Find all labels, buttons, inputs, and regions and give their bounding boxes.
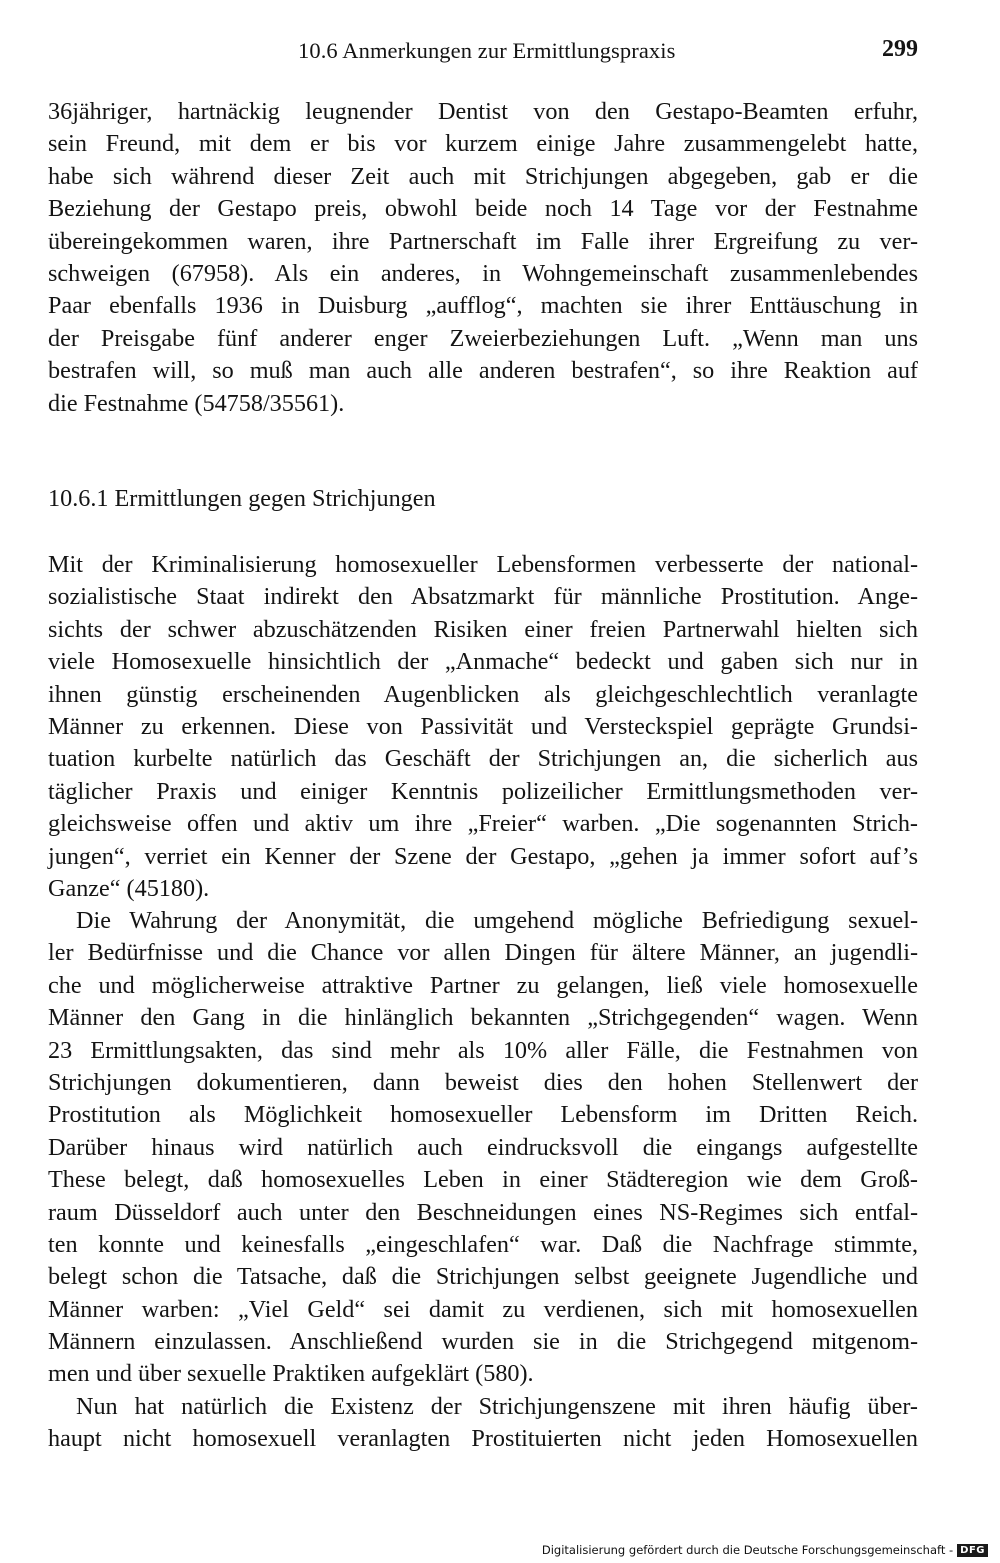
- text-line: habe sich während dieser Zeit auch mit Strichjungen abgegeben, gab er die: [48, 162, 918, 190]
- text-line: ihnen günstig erscheinenden Augenblicken als gleichgeschlechtlich veranlagte: [48, 680, 918, 708]
- text-line: Männern einzulassen. Anschließend wurden sie in die Strichgegend mitgenom-: [48, 1328, 918, 1356]
- text-line: sozialistische Staat indirekt den Absatzmarkt für männliche Prostitution. Ange-: [48, 583, 918, 611]
- text-line: Männer zu erkennen. Diese von Passivität und Versteckspiel geprägte Grundsi-: [48, 712, 918, 740]
- section-heading: 10.6.1 Ermittlungen gegen Strichjungen: [48, 485, 436, 512]
- text-line: Männer den Gang in die hinlänglich bekannten „Strichgegenden“ wagen. Wenn: [48, 1004, 918, 1032]
- footer-text: Digitalisierung gefördert durch die Deutsche Forschungsgemeinschaft -: [541, 1543, 954, 1557]
- text-line: bestrafen will, so muß man auch alle anderen bestrafen“, so ihre Reaktion auf: [48, 357, 918, 385]
- text-line: che und möglicherweise attraktive Partner zu gelangen, ließ viele homosexuelle: [48, 971, 918, 999]
- dfg-logo-icon: DFG: [957, 1544, 988, 1557]
- text-line: tuation kurbelte natürlich das Geschäft der Strichjungen an, die sicherlich aus: [48, 745, 918, 773]
- text-line: übereingekommen waren, ihre Partnerschaft im Falle ihrer Ergreifung zu ver-: [48, 227, 918, 255]
- text-line: Nun hat natürlich die Existenz der Strichjungenszene mit ihren häufig über-: [76, 1393, 918, 1420]
- text-line: die Festnahme (54758/35561).: [48, 389, 345, 417]
- text-line: ler Bedürfnisse und die Chance vor allen Dingen für ältere Männer, an jugendli-: [48, 939, 918, 967]
- text-line: Darüber hinaus wird natürlich auch eindrucksvoll die eingangs aufgestellte: [48, 1133, 918, 1161]
- running-head: 10.6 Anmerkungen zur Ermittlungspraxis: [298, 38, 676, 63]
- text-line: Prostitution als Möglichkeit homosexueller Lebensform im Dritten Reich.: [48, 1101, 918, 1129]
- text-line: 23 Ermittlungsakten, das sind mehr als 10% aller Fälle, die Festnahmen von: [48, 1036, 918, 1064]
- text-line: haupt nicht homosexuell veranlagten Prostituierten nicht jeden Homosexuellen: [48, 1425, 918, 1453]
- text-line: gleichsweise offen und aktiv um ihre „Freier“ warben. „Die sogenannten Strich-: [48, 810, 918, 838]
- text-line: schweigen (67958). Als ein anderes, in Wohngemeinschaft zusammenlebendes: [48, 259, 918, 287]
- text-line: Paar ebenfalls 1936 in Duisburg „aufflog“, machten sie ihrer Enttäuschung in: [48, 292, 918, 320]
- text-line: sein Freund, mit dem er bis vor kurzem einige Jahre zusammengelebt hatte,: [48, 130, 918, 158]
- text-line: täglicher Praxis und einiger Kenntnis polizeilicher Ermittlungsmethoden ver-: [48, 777, 918, 805]
- text-line: Mit der Kriminalisierung homosexueller Lebensformen verbesserte der national-: [48, 551, 918, 578]
- text-line: der Preisgabe fünf anderer enger Zweierbeziehungen Luft. „Wenn man uns: [48, 324, 918, 352]
- text-line: jungen“, verriet ein Kenner der Szene der Gestapo, „gehen ja immer sofort auf’s: [48, 842, 918, 870]
- paragraph-2: [48, 905, 918, 1391]
- text-line: belegt schon die Tatsache, daß die Strichjungen selbst geeignete Jugendliche und: [48, 1263, 918, 1291]
- text-line: men und über sexuelle Praktiken aufgeklärt (580).: [48, 1360, 534, 1388]
- text-line: 36jähriger, hartnäckig leugnender Dentist von den Gestapo-Beamten erfuhr,: [48, 98, 918, 125]
- paragraph-1: [48, 549, 918, 905]
- text-line: Beziehung der Gestapo preis, obwohl beide noch 14 Tage vor der Festnahme: [48, 195, 918, 223]
- text-line: raum Düsseldorf auch unter den Beschneidungen eines NS-Regimes sich entfal-: [48, 1198, 918, 1226]
- digitization-footer: [538, 1541, 992, 1559]
- paragraph-3: [48, 1391, 918, 1456]
- text-line: Strichjungen dokumentieren, dann beweist dies den hohen Stellenwert der: [48, 1068, 918, 1096]
- text-line: viele Homosexuelle hinsichtlich der „Anmache“ bedeckt und gaben sich nur in: [48, 648, 918, 676]
- text-line: Männer warben: „Viel Geld“ sei damit zu verdienen, sich mit homosexuellen: [48, 1295, 918, 1323]
- page-number: 299: [882, 36, 918, 62]
- text-line: Die Wahrung der Anonymität, die umgehend mögliche Befriedigung sexuel-: [76, 907, 918, 934]
- text-line: ten konnte und keinesfalls „eingeschlafen“ war. Daß die Nachfrage stimmte,: [48, 1230, 918, 1258]
- text-line: sichts der schwer abzuschätzenden Risiken einer freien Partnerwahl hielten sich: [48, 615, 918, 643]
- text-line: Ganze“ (45180).: [48, 874, 210, 902]
- intro-paragraph: [48, 96, 918, 420]
- text-line: These belegt, daß homosexuelles Leben in einer Städteregion wie dem Groß-: [48, 1166, 918, 1194]
